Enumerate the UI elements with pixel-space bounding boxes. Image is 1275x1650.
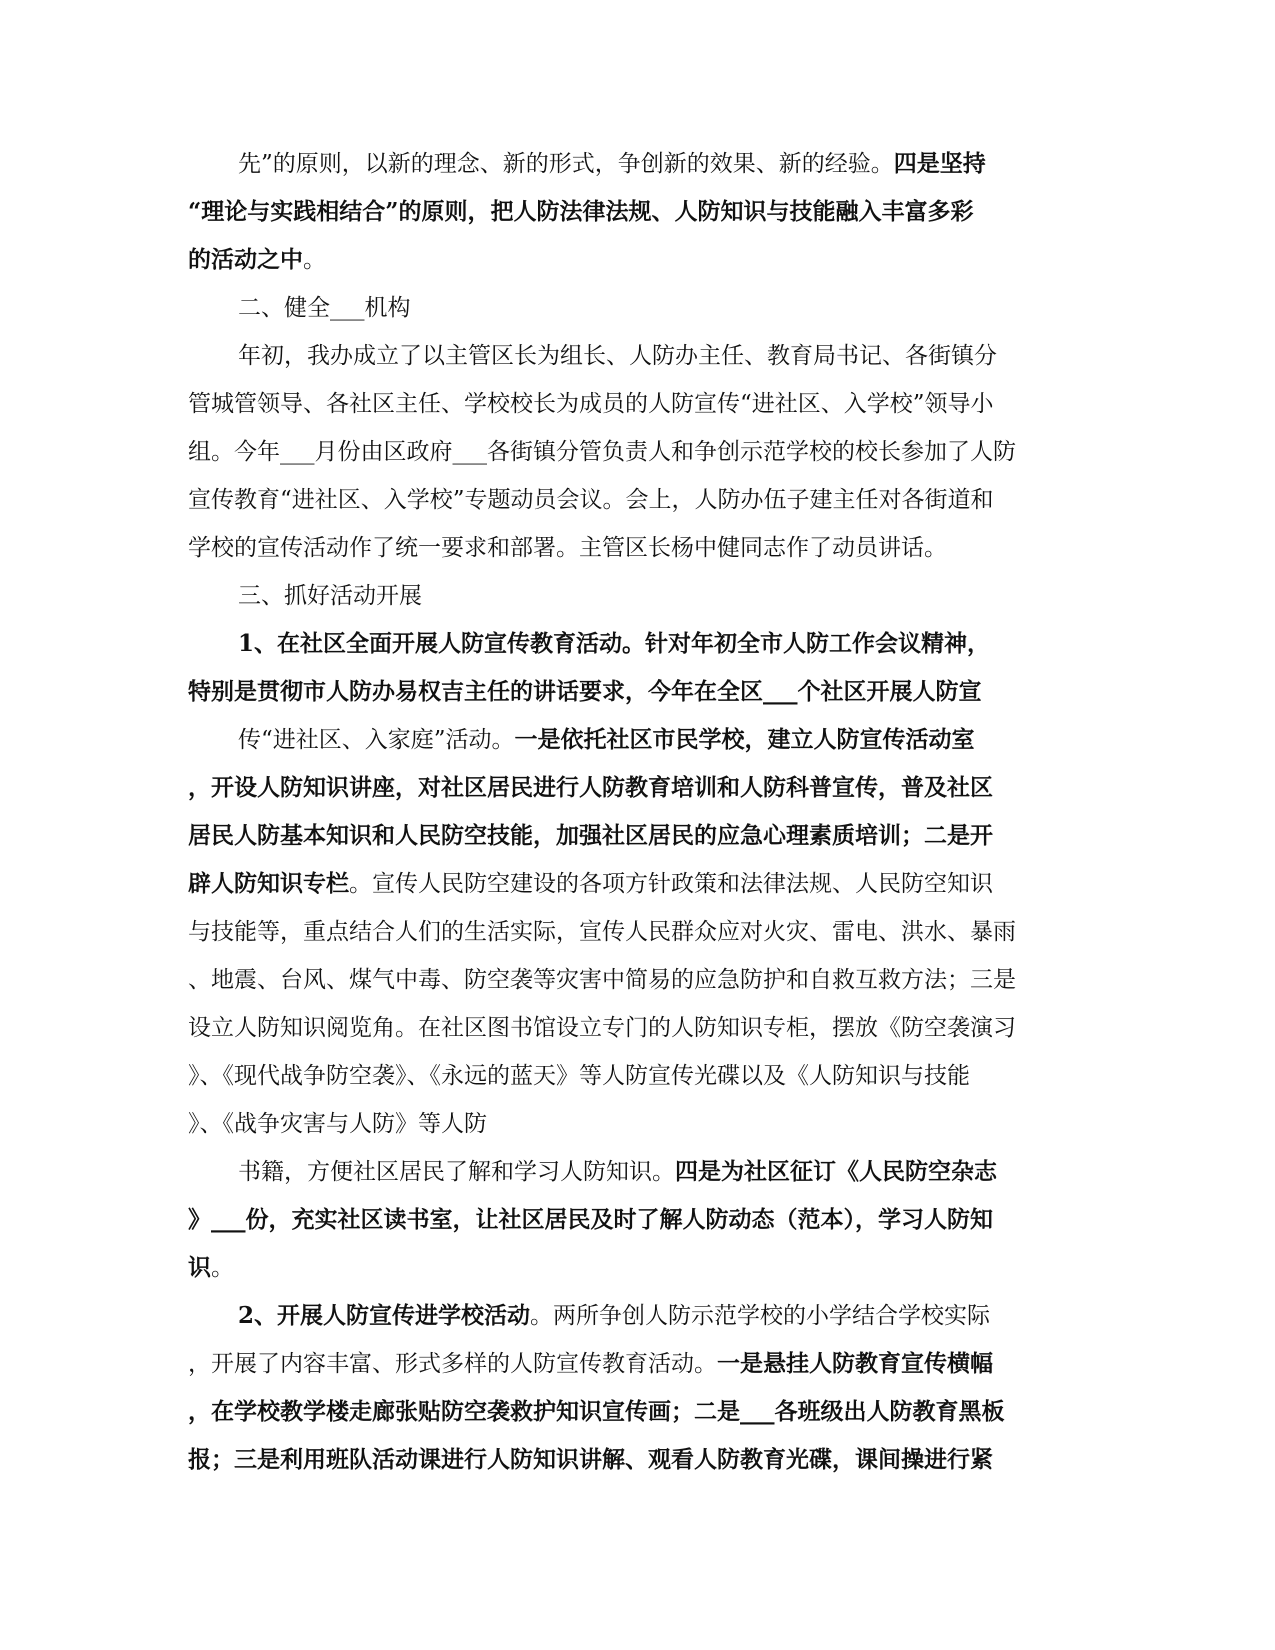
text-line (188, 1148, 1083, 1196)
text-line (188, 956, 1083, 1004)
bold-text-segment: 》___份，充实社区读书室，让社区居民及时了解人防动态（范本），学习人防知 (188, 1206, 993, 1233)
text-line (188, 668, 1083, 716)
bold-text-segment: 居民人防基本知识和人民防空技能，加强社区居民的应急心理素质培训；二是开 (188, 822, 993, 849)
text-segment: 。宣传人民防空建设的各项方针政策和法律法规、人民防空知识 (349, 871, 993, 897)
text-segment: 》、《战争灾害与人防》等人防 (188, 1111, 487, 1137)
text-line (188, 860, 1083, 908)
text-line (188, 908, 1083, 956)
text-segment: 宣传教育“进社区、入学校”专题动员会议。会上，人防办伍子建主任对各街道和 (188, 487, 994, 513)
text-segment: ，开展了内容丰富、形式多样的人防宣传教育活动。 (188, 1351, 717, 1377)
text-line (188, 1244, 1083, 1292)
text-line (188, 1052, 1083, 1100)
text-line (188, 428, 1083, 476)
text-line (188, 1292, 1083, 1340)
text-line (188, 716, 1083, 764)
bold-text-segment: 特别是贯彻市人防办易权吉主任的讲话要求，今年在全区___个社区开展人防宣 (188, 678, 982, 705)
bold-text-segment: 2、开展人防宣传进学校活动 (238, 1302, 531, 1329)
text-line (188, 764, 1083, 812)
text-line (188, 476, 1083, 524)
bold-text-segment: 一是悬挂人防教育宣传横幅 (717, 1350, 993, 1377)
text-line (188, 332, 1083, 380)
text-line (188, 380, 1083, 428)
text-line (188, 236, 1083, 284)
text-segment: 管城管领导、各社区主任、学校校长为成员的人防宣传“进社区、入学校”领导小 (188, 391, 994, 417)
bold-text-segment: 四是为社区征订《人民防空杂志 (675, 1158, 997, 1185)
bold-text-segment: 一是依托社区市民学校，建立人防宣传活动室 (514, 726, 975, 753)
text-segment: 传“进社区、入家庭”活动。 (238, 727, 515, 753)
text-segment: 。 (211, 1255, 234, 1281)
text-line (188, 188, 1083, 236)
text-segment: 。 (303, 247, 326, 273)
document-page (188, 140, 1083, 1484)
text-line (188, 572, 1083, 620)
bold-text-segment: ，开设人防知识讲座，对社区居民进行人防教育培训和人防科普宣传，普及社区 (188, 774, 993, 801)
bold-text-segment: “理论与实践相结合”的原则，把人防法律法规、人防知识与技能融入丰富多彩 (188, 198, 974, 225)
text-line (188, 1100, 1083, 1148)
text-line (188, 1196, 1083, 1244)
text-segment: 设立人防知识阅览角。在社区图书馆设立专门的人防知识专柜，摆放《防空袭演习 (188, 1015, 1016, 1041)
text-line (188, 1004, 1083, 1052)
text-segment: 三、抓好活动开展 (238, 583, 422, 609)
text-segment: 与技能等，重点结合人们的生活实际，宣传人民群众应对火灾、雷电、洪水、暴雨 (188, 919, 1016, 945)
text-line (188, 1340, 1083, 1388)
bold-text-segment: 四是坚持 (893, 150, 986, 177)
text-segment: 》、《现代战争防空袭》、《永远的蓝天》等人防宣传光碟以及《人防知识与技能 (188, 1063, 970, 1089)
text-segment: 。两所争创人防示范学校的小学结合学校实际 (530, 1303, 991, 1329)
text-line (188, 140, 1083, 188)
text-segment: 先”的原则，以新的理念、新的形式，争创新的效果、新的经验。 (238, 151, 894, 177)
text-segment: 、地震、台风、煤气中毒、防空袭等灾害中简易的应急防护和自救互救方法；三是 (188, 967, 1016, 993)
text-segment: 书籍，方便社区居民了解和学习人防知识。 (238, 1159, 675, 1185)
bold-text-segment: 识 (188, 1254, 211, 1281)
text-segment: 组。今年___月份由区政府___各街镇分管负责人和争创示范学校的校长参加了人防 (188, 439, 1016, 465)
text-line (188, 284, 1083, 332)
text-line (188, 524, 1083, 572)
bold-text-segment: ，在学校教学楼走廊张贴防空袭救护知识宣传画；二是___各班级出人防教育黑板 (188, 1398, 1005, 1425)
text-line (188, 620, 1083, 668)
text-line (188, 812, 1083, 860)
bold-text-segment: 辟人防知识专栏 (188, 870, 349, 897)
bold-text-segment: 1、在社区全面开展人防宣传教育活动。针对年初全市人防工作会议精神， (238, 630, 991, 657)
text-line (188, 1388, 1083, 1436)
text-segment: 二、健全___机构 (238, 295, 411, 321)
text-line (188, 1436, 1083, 1484)
text-segment: 学校的宣传活动作了统一要求和部署。主管区长杨中健同志作了动员讲话。 (188, 535, 947, 561)
bold-text-segment: 报；三是利用班队活动课进行人防知识讲解、观看人防教育光碟，课间操进行紧 (188, 1446, 993, 1473)
bold-text-segment: 的活动之中 (188, 246, 303, 273)
text-segment: 年初，我办成立了以主管区长为组长、人防办主任、教育局书记、各街镇分 (238, 343, 997, 369)
